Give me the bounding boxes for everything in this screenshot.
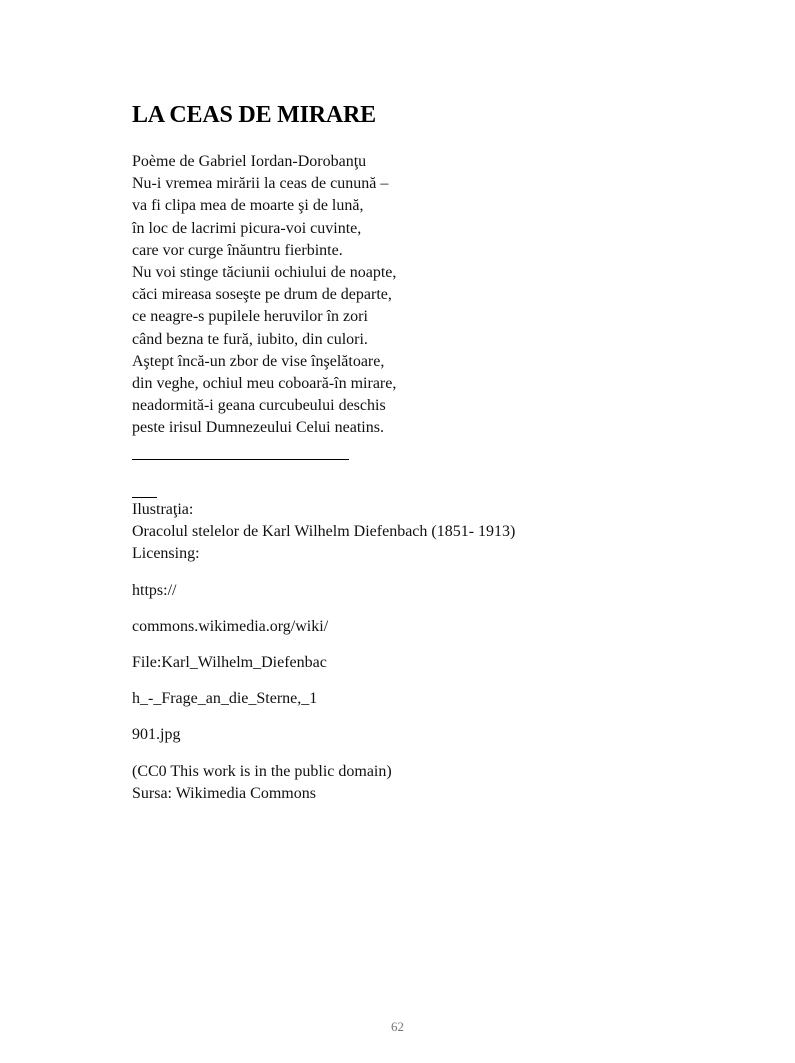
- poem-line: neadormită-i geana curcubeului deschis: [132, 397, 386, 415]
- source-credit: Sursa: Wikimedia Commons: [132, 785, 316, 803]
- footnote-separator: [132, 497, 157, 498]
- poem-body: [132, 151, 692, 440]
- poem-line: ce neagre-s pupilele heruvilor în zori: [132, 308, 368, 326]
- poem-line: peste irisul Dumnezeului Celui neatins.: [132, 419, 384, 437]
- license-url-part: h_-_Frage_an_die_Sterne,_1: [132, 690, 318, 707]
- poem-line: căci mireasa soseşte pe drum de departe,: [132, 286, 392, 304]
- poem-line: Aştept încă-un zbor de vise înşelătoare,: [132, 352, 385, 370]
- page-number: 62: [391, 1019, 404, 1034]
- license-statement: (CC0 This work is in the public domain): [132, 763, 392, 780]
- poem-title: LA CEAS DE MIRARE: [132, 102, 376, 128]
- illustration-notes: [132, 499, 692, 566]
- license-url-part: commons.wikimedia.org/wiki/: [132, 618, 329, 635]
- source-block: [132, 761, 392, 805]
- illustration-label: Ilustraţia:: [132, 501, 194, 518]
- poem-line: în loc de lacrimi picura-voi cuvinte,: [132, 219, 362, 237]
- license-url-part: 901.jpg: [132, 726, 181, 743]
- illustration-credit: Oracolul stelelor de Karl Wilhelm Diefenbach (1851- 1913): [132, 523, 516, 541]
- poem-line: Nu voi stinge tăciunii ochiului de noapte,: [132, 264, 397, 282]
- poem-line: când bezna te fură, iubito, din culori.: [132, 330, 368, 348]
- poem-line: va fi clipa mea de moarte şi de lună,: [132, 197, 364, 215]
- license-url-part: File:Karl_Wilhelm_Diefenbac: [132, 654, 327, 671]
- poem-line: din veghe, ochiul meu coboară-în mirare,: [132, 375, 397, 393]
- licensing-label: Licensing:: [132, 545, 200, 563]
- license-url-part: https://: [132, 582, 177, 599]
- poem-line: care vor curge înăuntru fierbinte.: [132, 241, 343, 259]
- poem-byline: Poème de Gabriel Iordan-Dorobanţu: [132, 153, 367, 170]
- separator-line: [132, 459, 349, 460]
- poem-line: Nu-i vremea mirării la ceas de cunună –: [132, 175, 389, 193]
